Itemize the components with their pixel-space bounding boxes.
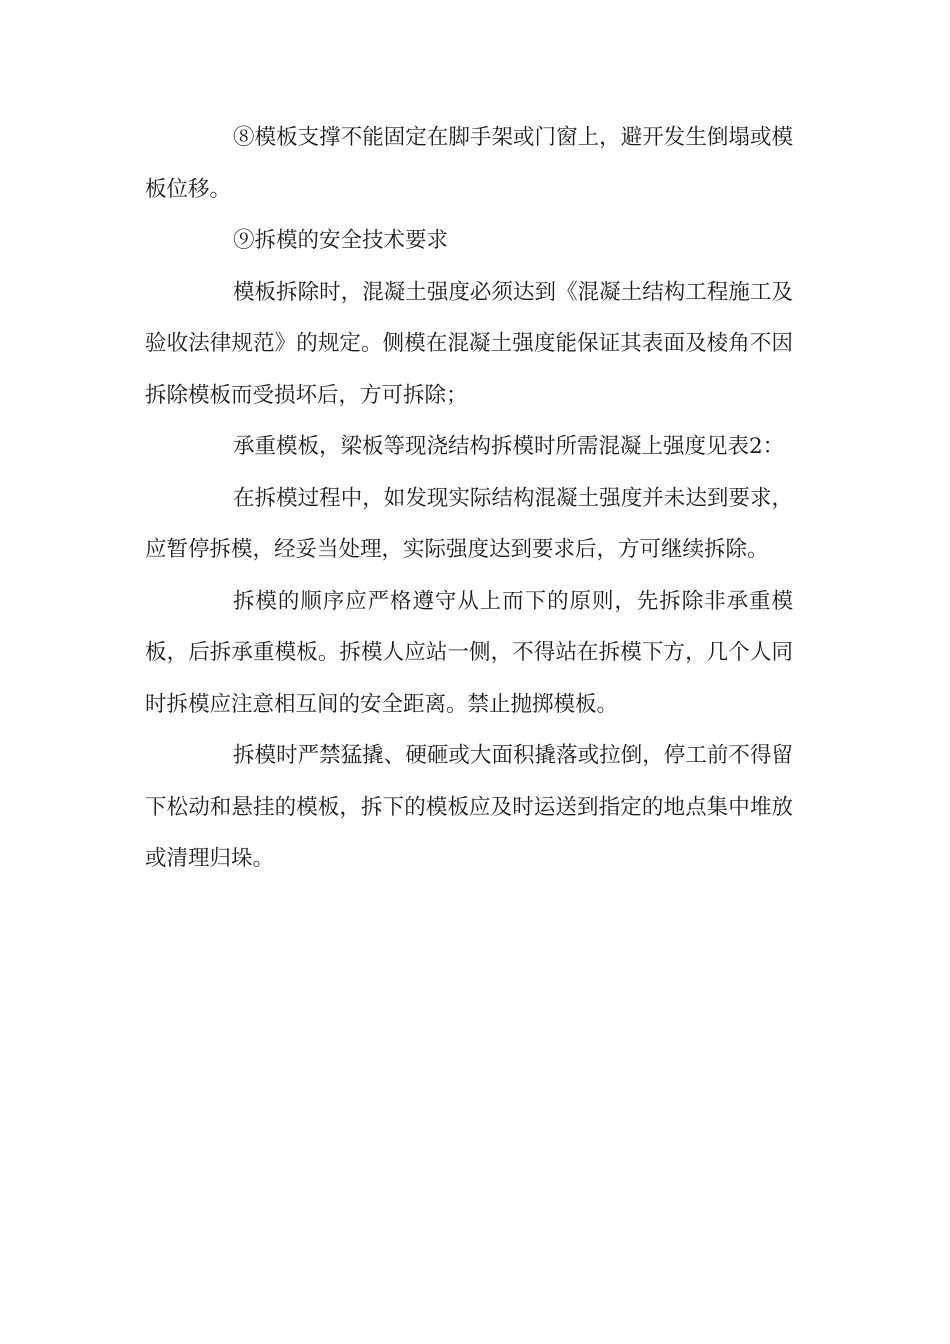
paragraph-demolition-order: 拆模的顺序应严格遵守从上而下的原则，先拆除非承重模板，后拆承重模板。拆模人应站一侧，不得站在拆模下方，几个人同时拆模应注意相互间的安全距离。禁止抛掷模板。 bbox=[145, 588, 793, 717]
paragraph-demolition-prohibitions: 拆模时严禁猛撬、硬砸或大面积撬落或拉倒，停工前不得留下松动和悬挂的模板，拆下的模板应及时运送到指定的地点集中堆放或清理归垛。 bbox=[145, 743, 793, 871]
paragraph-concrete-strength: 模板拆除时，混凝土强度必须达到《混凝土结构工程施工及验收法律规范》的规定。侧模在混凝土强度能保证其表面及棱角不因拆除模板而受损坏后，方可拆除； bbox=[145, 279, 793, 408]
paragraph-load-bearing-formwork: 承重模板，梁板等现浇结构拆模时所需混凝上强度见表2： bbox=[233, 434, 785, 459]
paragraph-demolition-heading: ⑨拆模的安全技术要求 bbox=[233, 228, 449, 253]
paragraph-formwork-support: ⑧模板支撑不能固定在脚手架或门窗上，避开发生倒塌或模板位移。 bbox=[145, 125, 793, 202]
document-body bbox=[145, 112, 793, 885]
paragraph-insufficient-strength: 在拆模过程中，如发现实际结构混凝土强度并未达到要求，应暂停拆模，经妥当处理，实际强度达到要求后，方可继续拆除。 bbox=[145, 485, 793, 562]
